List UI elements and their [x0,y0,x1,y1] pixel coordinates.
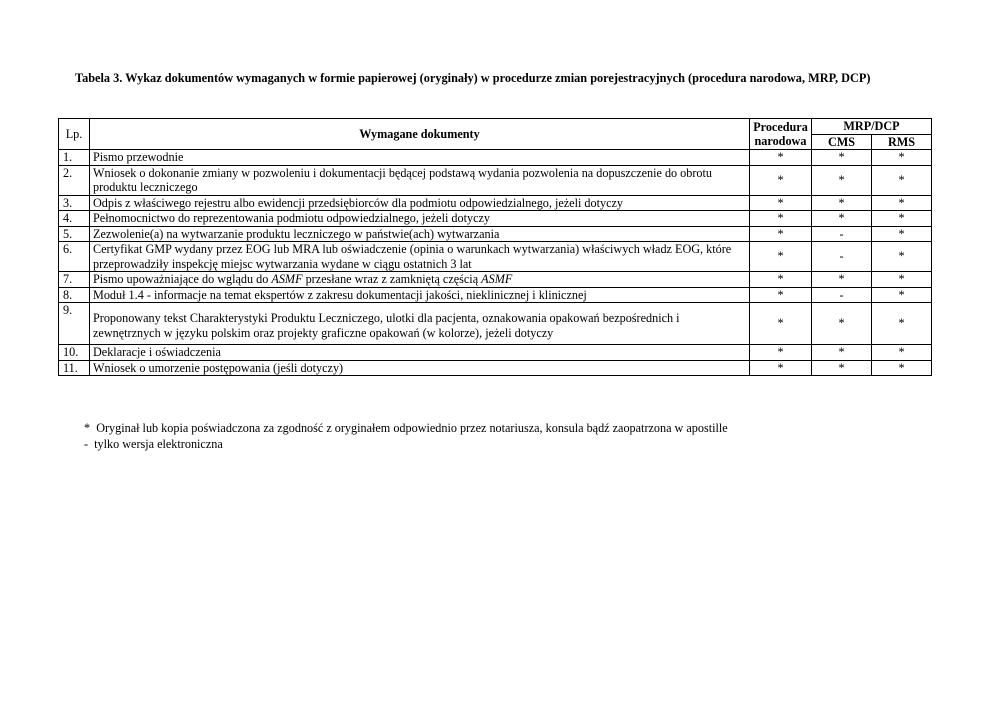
row-document: Pełnomocnictwo do reprezentowania podmiotu odpowiedzialnego, jeżeli dotyczy [90,211,750,227]
row-document: Certyfikat GMP wydany przez EOG lub MRA lub oświadczenie (opinia o warunkach wytwarzania) właściwych władz EOG, które przeprowadziły inspekcję miejsc wytwarzania wydane w ciągu ostatnich 3 lat [90,242,750,272]
row-cms-mark: - [812,287,872,303]
asmf-term: ASMF [271,272,303,286]
row-cms-mark: * [812,165,872,195]
row-cms-mark: * [812,272,872,288]
row-number: 3. [59,195,90,211]
header-mrp-dcp: MRP/DCP [812,119,932,135]
row-rms-mark: * [872,303,932,345]
row-cms-mark: * [812,345,872,361]
asmf-term: ASMF [481,272,513,286]
row-rms-mark: * [872,345,932,361]
table-row [59,211,932,227]
row-national-mark: * [750,242,812,272]
row-document [90,272,750,288]
row-number: 4. [59,211,90,227]
row-document-text: Pismo upoważniające do wglądu do [93,272,272,286]
row-number: 11. [59,360,90,376]
row-national-mark: * [750,272,812,288]
footnotes [84,420,728,452]
row-number: 5. [59,226,90,242]
row-national-mark: * [750,195,812,211]
row-national-mark: * [750,226,812,242]
row-cms-mark: - [812,242,872,272]
table-row [59,165,932,195]
row-number: 2. [59,165,90,195]
row-national-mark: * [750,360,812,376]
footnote-electronic: - tylko wersja elektroniczna [84,437,223,451]
row-number: 6. [59,242,90,272]
header-cms: CMS [812,134,872,150]
row-cms-mark: - [812,226,872,242]
row-number: 9. [59,303,90,345]
row-cms-mark: * [812,211,872,227]
table-row [59,242,932,272]
header-lp: Lp. [59,119,90,150]
row-number: 7. [59,272,90,288]
documents-table [58,118,932,376]
row-rms-mark: * [872,287,932,303]
row-number: 10. [59,345,90,361]
footnote-original: * Oryginał lub kopia poświadczona za zgodność z oryginałem odpowiednio przez notariusza, konsula bądź zaopatrzona w apostille [84,421,728,435]
row-document: Deklaracje i oświadczenia [90,345,750,361]
row-document: Zezwolenie(a) na wytwarzanie produktu leczniczego w państwie(ach) wytwarzania [90,226,750,242]
table-title: Tabela 3. Wykaz dokumentów wymaganych w formie papierowej (oryginały) w procedurze zmian porejestracyjnych (procedura narodowa, MRP, DCP) [75,71,871,85]
table-row [59,287,932,303]
table-header-row [59,119,932,135]
header-documents: Wymagane dokumenty [90,119,750,150]
row-rms-mark: * [872,150,932,166]
header-rms: RMS [872,134,932,150]
row-rms-mark: * [872,226,932,242]
row-document-text: przesłane wraz z zamkniętą częścią [302,272,482,286]
row-rms-mark: * [872,272,932,288]
row-cms-mark: * [812,195,872,211]
row-national-mark: * [750,345,812,361]
row-document: Proponowany tekst Charakterystyki Produktu Leczniczego, ulotki dla pacjenta, oznakowania opakowań bezpośrednich i zewnętrznych w języku polskim oraz projekty graficzne opakowań (w kolorze), jeżeli dotyczy [90,303,750,345]
table-row [59,226,932,242]
row-cms-mark: * [812,150,872,166]
table-row [59,150,932,166]
row-rms-mark: * [872,165,932,195]
row-number: 8. [59,287,90,303]
header-procedure: Procedura narodowa [750,119,812,150]
table-row [59,195,932,211]
row-national-mark: * [750,303,812,345]
row-rms-mark: * [872,195,932,211]
row-rms-mark: * [872,242,932,272]
table-row [59,360,932,376]
row-document: Pismo przewodnie [90,150,750,166]
row-document: Wniosek o dokonanie zmiany w pozwoleniu i dokumentacji będącej podstawą wydania pozwolenia na dopuszczenie do obrotu produktu leczniczego [90,165,750,195]
table-row [59,303,932,345]
table-row [59,345,932,361]
row-rms-mark: * [872,211,932,227]
row-rms-mark: * [872,360,932,376]
row-cms-mark: * [812,303,872,345]
row-national-mark: * [750,211,812,227]
table-row [59,272,932,288]
row-national-mark: * [750,165,812,195]
row-national-mark: * [750,150,812,166]
row-document: Wniosek o umorzenie postępowania (jeśli dotyczy) [90,360,750,376]
row-document: Moduł 1.4 - informacje na temat ekspertów z zakresu dokumentacji jakości, nieklinicznej i klinicznej [90,287,750,303]
row-cms-mark: * [812,360,872,376]
row-number: 1. [59,150,90,166]
row-document: Odpis z właściwego rejestru albo ewidencji przedsiębiorców dla podmiotu odpowiedzialnego, jeżeli dotyczy [90,195,750,211]
row-national-mark: * [750,287,812,303]
